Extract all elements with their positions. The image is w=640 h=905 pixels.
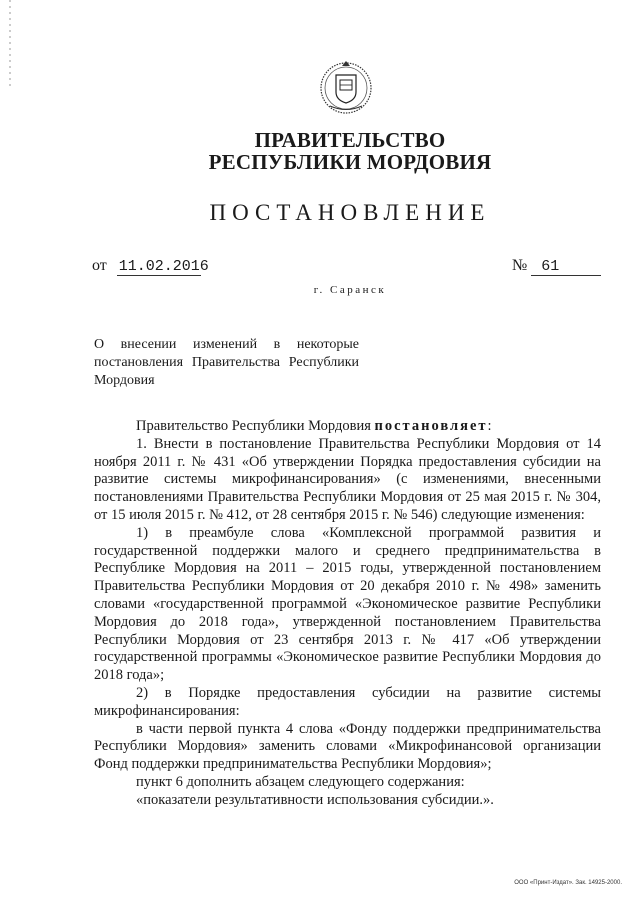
subject-line-1: О внесении изменений в некоторые [94, 337, 359, 352]
date-label: от [92, 257, 107, 274]
coat-of-arms-icon [318, 58, 374, 116]
body-paragraph-1: 1. Внести в постановление Правительства Республики Мордовия от 14 ноября 2011 г. № 431 «Об утверждении Порядка предоставления субсидии на развитие системы микрофинансирования» (с изменениями, внесенными постановлениями Правительства Республики Мордовия от 25 мая 2015 г. № 304, от 15 июля 2015 г. № 412, от 28 сентября 2015 г. № 546) следующие изменения: [94, 435, 601, 523]
government-name-line2: РЕСПУБЛИКИ МОРДОВИЯ [208, 150, 492, 174]
body-paragraph-5: пункт 6 дополнить абзацем следующего содержания: [136, 773, 465, 790]
document-body [94, 418, 601, 810]
government-name-line1: ПРАВИТЕЛЬСТВО [254, 128, 446, 152]
document-subject [94, 336, 359, 390]
intro-paragraph [94, 418, 601, 436]
body-paragraph-2: 1) в преамбуле слова «Комплексной программой развития и государственной поддержки малого и среднего предпринимательства в Республике Мордовия на 2011 – 2015 годы, утвержденной постановлением Правительства Республики Мордовия от 20 декабря 2010 г. № 498» заменить словами «государственной программой «Экономическое развитие Республики Мордовия до 2018 года», утвержденной постановлением Правительства Республики Мордовия от 23 сентября 2013 г. № 417 «Об утверждении государственной программы «Экономическое развитие Республики Мордовия до 2018 года»; [94, 524, 601, 684]
intro-suffix: : [487, 418, 492, 434]
document-number: 61 [531, 258, 601, 276]
intro-prefix: Правительство Республики Мордовия [136, 418, 375, 434]
intro-emphasis: постановляет [374, 418, 488, 434]
printer-footer: ООО «Принт-Издат». Зак. 14925-2000. [514, 880, 622, 886]
subject-line-2: постановления Правительства Республики [94, 355, 359, 370]
body-paragraph-4: в части первой пункта 4 слова «Фонду поддержки предпринимательства Республики Мордовия» заменить словами «Микрофинансовой организации Фонд поддержки предпринимательства Республики Мордовия»; [94, 720, 601, 773]
body-paragraph-3: 2) в Порядке предоставления субсидии на развитие системы микрофинансирования: [94, 684, 601, 719]
margin-marks [8, 0, 12, 90]
number-label: № [512, 257, 528, 274]
number-block [512, 257, 601, 276]
date-block [92, 257, 209, 276]
document-date: 11.02.2016 [118, 258, 209, 275]
body-paragraph-6: «показатели результативности использования субсидии.». [136, 791, 494, 808]
subject-line-3: Мордовия [94, 373, 155, 388]
document-type-title: ПОСТАНОВЛЕНИЕ [209, 200, 491, 225]
city: г. Саранск [313, 284, 387, 296]
